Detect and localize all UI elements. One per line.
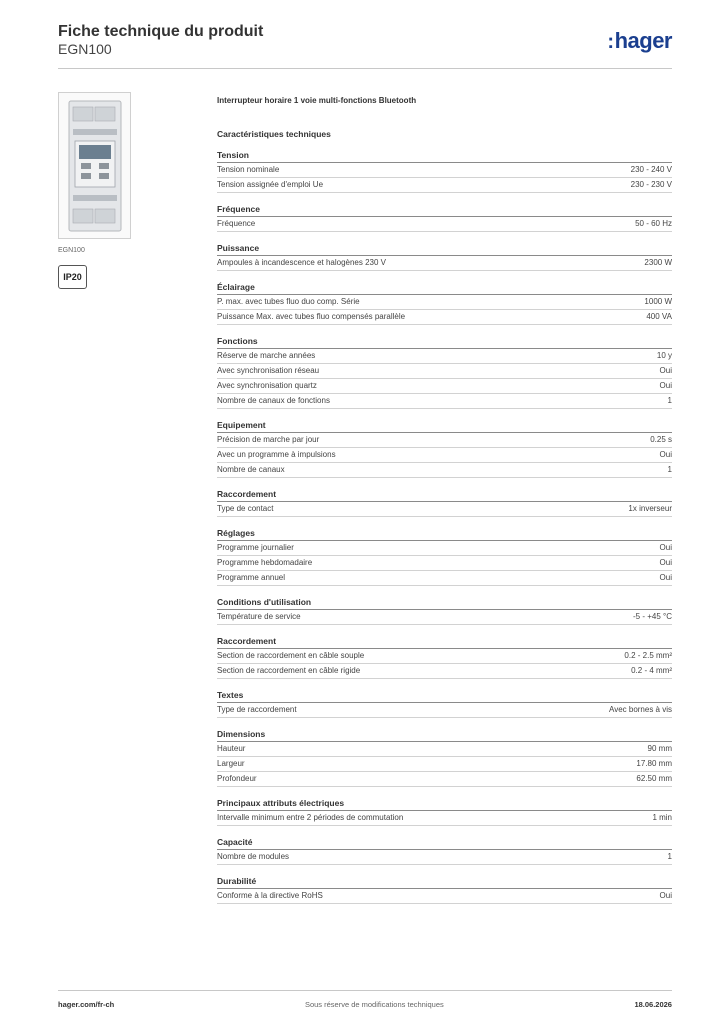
spec-group (217, 797, 672, 826)
spec-row (217, 757, 672, 772)
spec-value: 17.80 mm (636, 759, 672, 768)
spec-label: Nombre de canaux (217, 465, 285, 474)
product-reference: EGN100 (58, 41, 112, 57)
product-image (58, 92, 131, 239)
spec-row (217, 364, 672, 379)
spec-label: Programme annuel (217, 573, 286, 582)
spec-group (217, 335, 672, 409)
page-header (58, 22, 672, 69)
spec-group-title: Capacité (217, 836, 672, 850)
timer-switch-icon (67, 99, 123, 233)
spec-value: 1 (667, 396, 672, 405)
spec-group-title: Raccordement (217, 635, 672, 649)
spec-group-title: Puissance (217, 242, 672, 256)
spec-heading: Caractéristiques techniques (217, 129, 331, 139)
spec-group-title: Conditions d'utilisation (217, 596, 672, 610)
spec-label: Conforme à la directive RoHS (217, 891, 323, 900)
spec-group-title: Raccordement (217, 488, 672, 502)
spec-row (217, 772, 672, 787)
spec-label: Fréquence (217, 219, 256, 228)
spec-label: Programme journalier (217, 543, 294, 552)
spec-label: Hauteur (217, 744, 246, 753)
spec-group-title: Fonctions (217, 335, 672, 349)
spec-row (217, 703, 672, 718)
spec-row (217, 811, 672, 826)
spec-group-title: Réglages (217, 527, 672, 541)
spec-label: Avec synchronisation quartz (217, 381, 317, 390)
spec-label: Profondeur (217, 774, 257, 783)
spec-label: Température de service (217, 612, 301, 621)
spec-label: Largeur (217, 759, 245, 768)
spec-row (217, 649, 672, 664)
footer-disclaimer: Sous réserve de modifications techniques (304, 1000, 444, 1009)
spec-value: 0.25 s (650, 435, 672, 444)
spec-row (217, 394, 672, 409)
spec-label: Section de raccordement en câble souple (217, 651, 365, 660)
spec-value: Oui (659, 558, 672, 567)
spec-label: Nombre de canaux de fonctions (217, 396, 330, 405)
spec-row (217, 448, 672, 463)
spec-row (217, 163, 672, 178)
spec-group (217, 836, 672, 865)
spec-row (217, 256, 672, 271)
hager-logo (607, 28, 672, 54)
page-title: Fiche technique du produit (58, 23, 264, 40)
spec-group (217, 488, 672, 517)
spec-row (217, 502, 672, 517)
spec-group (217, 527, 672, 586)
spec-row (217, 349, 672, 364)
spec-label: Nombre de modules (217, 852, 290, 861)
spec-row (217, 610, 672, 625)
spec-label: Intervalle minimum entre 2 périodes de commutation (217, 813, 404, 822)
spec-row (217, 889, 672, 904)
spec-group (217, 596, 672, 625)
spec-label: Avec synchronisation réseau (217, 366, 320, 375)
spec-value: 62.50 mm (636, 774, 672, 783)
spec-value: 1x inverseur (628, 504, 672, 513)
spec-group (217, 419, 672, 478)
spec-group (217, 149, 672, 193)
spec-value: 50 - 60 Hz (635, 219, 672, 228)
product-description: Interrupteur horaire 1 voie multi-fonctions Bluetooth (217, 96, 417, 105)
spec-value: 230 - 240 V (630, 165, 672, 174)
page-footer (58, 990, 672, 1018)
spec-group (217, 635, 672, 679)
spec-groups (217, 149, 672, 904)
logo-text: hager (614, 28, 672, 53)
spec-value: 90 mm (647, 744, 672, 753)
spec-row (217, 664, 672, 679)
spec-value: 1 (667, 465, 672, 474)
spec-label: Précision de marche par jour (217, 435, 320, 444)
spec-row (217, 556, 672, 571)
spec-label: P. max. avec tubes fluo duo comp. Série (217, 297, 360, 306)
spec-label: Tension assignée d'emploi Ue (217, 180, 324, 189)
ip-rating-badge: IP20 (58, 265, 87, 289)
spec-label: Ampoules à incandescence et halogènes 230 V (217, 258, 387, 267)
spec-group (217, 203, 672, 232)
spec-value: 230 - 230 V (630, 180, 672, 189)
spec-label: Tension nominale (217, 165, 280, 174)
spec-value: 2300 W (644, 258, 672, 267)
spec-group-title: Fréquence (217, 203, 672, 217)
spec-group-title: Textes (217, 689, 672, 703)
spec-value: Avec bornes à vis (609, 705, 672, 714)
spec-row (217, 178, 672, 193)
spec-group (217, 281, 672, 325)
spec-group (217, 875, 672, 904)
spec-value: Oui (659, 366, 672, 375)
image-caption: EGN100 (58, 247, 85, 254)
spec-group-title: Equipement (217, 419, 672, 433)
spec-label: Avec un programme à impulsions (217, 450, 336, 459)
footer-date: 18.06.2026 (634, 1000, 672, 1009)
spec-group (217, 728, 672, 787)
spec-label: Programme hebdomadaire (217, 558, 313, 567)
spec-row (217, 310, 672, 325)
spec-value: 1 (667, 852, 672, 861)
spec-group-title: Durabilité (217, 875, 672, 889)
spec-group-title: Tension (217, 149, 672, 163)
spec-value: Oui (659, 573, 672, 582)
spec-row (217, 541, 672, 556)
spec-row (217, 379, 672, 394)
spec-group-title: Dimensions (217, 728, 672, 742)
spec-value: 0.2 - 2.5 mm² (624, 651, 672, 660)
spec-value: 0.2 - 4 mm² (631, 666, 672, 675)
spec-label: Section de raccordement en câble rigide (217, 666, 361, 675)
spec-group-title: Principaux attributs électriques (217, 797, 672, 811)
spec-value: 1000 W (644, 297, 672, 306)
spec-group (217, 689, 672, 718)
spec-value: Oui (659, 891, 672, 900)
spec-value: Oui (659, 543, 672, 552)
spec-value: -5 - +45 °C (633, 612, 672, 621)
spec-row (217, 850, 672, 865)
spec-group (217, 242, 672, 271)
spec-row (217, 433, 672, 448)
spec-label: Réserve de marche années (217, 351, 316, 360)
spec-content (217, 96, 672, 904)
spec-group-title: Éclairage (217, 281, 672, 295)
logo-prefix: : (607, 31, 614, 53)
spec-row (217, 295, 672, 310)
spec-row (217, 742, 672, 757)
spec-row (217, 463, 672, 478)
spec-value: 1 min (652, 813, 672, 822)
spec-label: Type de raccordement (217, 705, 297, 714)
spec-value: Oui (659, 381, 672, 390)
product-sidebar (58, 92, 190, 289)
spec-row (217, 571, 672, 586)
footer-website-link[interactable]: hager.com/fr-ch (58, 1000, 115, 1009)
spec-row (217, 217, 672, 232)
spec-label: Puissance Max. avec tubes fluo compensés parallèle (217, 312, 406, 321)
spec-label: Type de contact (217, 504, 274, 513)
spec-value: Oui (659, 450, 672, 459)
spec-value: 400 VA (646, 312, 672, 321)
spec-value: 10 y (656, 351, 672, 360)
